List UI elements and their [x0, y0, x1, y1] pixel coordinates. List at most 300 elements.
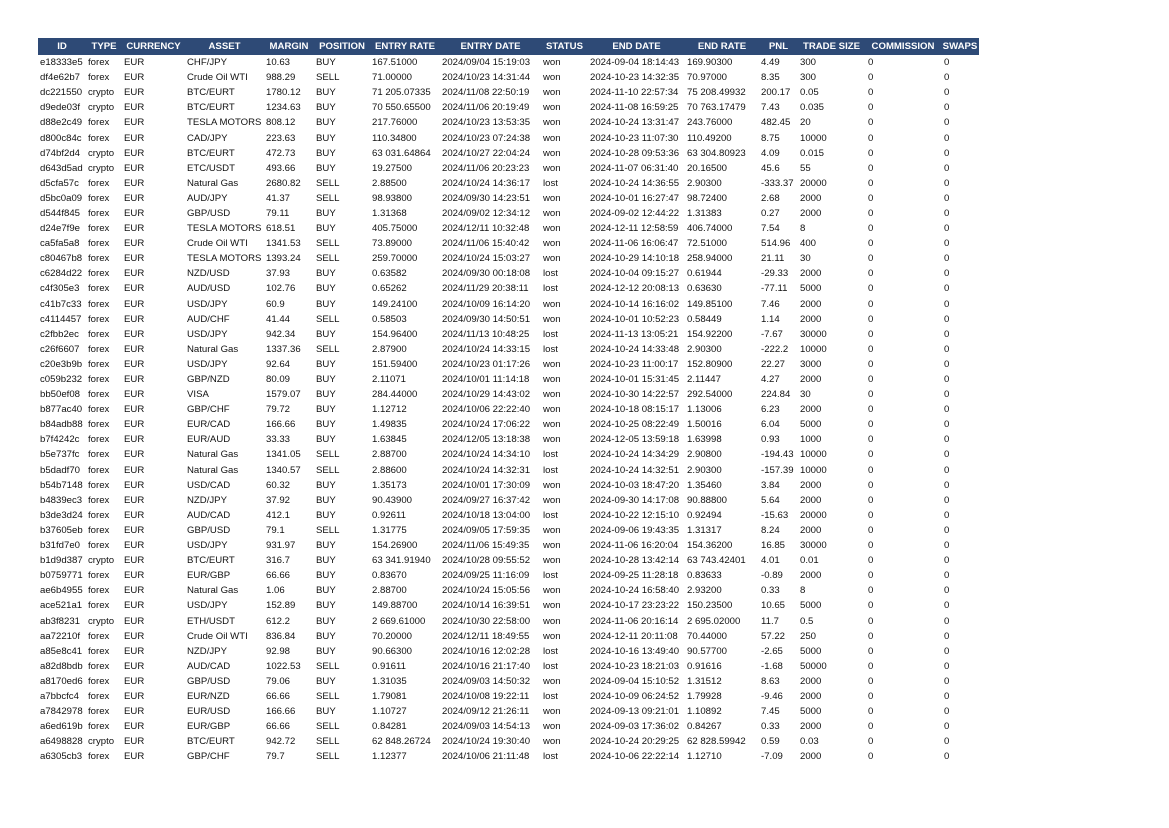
table-row: [38, 553, 979, 568]
cell-asset: EUR/AUD: [187, 434, 231, 446]
cell-position: BUY: [316, 630, 336, 642]
cell-entry-date: 2024/10/16 21:17:40: [442, 660, 531, 672]
cell-entry-rate: 71.00000: [372, 72, 413, 84]
cell-margin: 60.32: [266, 479, 291, 491]
cell-type: forex: [88, 253, 110, 265]
cell-id: d800c84c: [40, 132, 82, 144]
cell-position: SELL: [316, 192, 340, 204]
cell-swaps: 0: [944, 87, 950, 99]
cell-trade-size: 3000: [800, 358, 822, 370]
cell-type: forex: [88, 313, 110, 325]
table-row: [38, 719, 979, 734]
cell-margin: 166.66: [266, 419, 296, 431]
cell-position: BUY: [316, 283, 336, 295]
cell-status: lost: [543, 570, 558, 582]
cell-id: a6305cb3: [40, 751, 83, 763]
cell-trade-size: 1000: [800, 434, 822, 446]
cell-swaps: 0: [944, 464, 950, 476]
table-row: [38, 146, 979, 161]
cell-position: SELL: [316, 524, 340, 536]
cell-end-rate: 1.10892: [687, 706, 722, 718]
cell-currency: EUR: [124, 464, 145, 476]
cell-id: df4e62b7: [40, 72, 81, 84]
cell-entry-date: 2024/10/01 17:30:09: [442, 479, 531, 491]
cell-swaps: 0: [944, 751, 950, 763]
cell-id: ae6b4955: [40, 585, 83, 597]
cell-margin: 79.7: [266, 751, 285, 763]
cell-entry-rate: 2.87900: [372, 343, 407, 355]
cell-position: BUY: [316, 555, 336, 567]
cell-commission: 0: [868, 404, 874, 416]
cell-pnl: 7.46: [761, 298, 780, 310]
cell-entry-date: 2024/10/08 19:22:11: [442, 690, 530, 702]
cell-type: crypto: [88, 615, 115, 627]
cell-asset: EUR/NZD: [187, 690, 230, 702]
cell-end-rate: 2.11447: [687, 374, 721, 386]
table-row: [38, 644, 979, 659]
cell-margin: 612.2: [266, 615, 291, 627]
cell-trade-size: 2000: [800, 192, 822, 204]
cell-status: won: [543, 585, 561, 597]
cell-currency: EUR: [124, 494, 145, 506]
cell-margin: 1780.12: [266, 87, 301, 99]
header-position: POSITION: [314, 38, 370, 55]
cell-id: ca5fa5a8: [40, 238, 80, 250]
cell-id: b54b7148: [40, 479, 83, 491]
table-row: [38, 478, 979, 493]
cell-entry-rate: 90.66300: [372, 645, 413, 657]
cell-position: SELL: [316, 253, 340, 265]
cell-id: ace521a1: [40, 600, 83, 612]
cell-trade-size: 10000: [800, 343, 827, 355]
cell-entry-date: 2024/10/24 15:03:27: [442, 253, 531, 265]
cell-asset: GBP/CHF: [187, 751, 230, 763]
cell-entry-date: 2024/09/04 15:19:03: [442, 57, 531, 69]
cell-id: b877ac40: [40, 404, 83, 416]
cell-currency: EUR: [124, 555, 145, 567]
cell-commission: 0: [868, 117, 874, 129]
cell-pnl: -1.68: [761, 660, 783, 672]
cell-entry-rate: 284.44000: [372, 389, 418, 401]
cell-position: BUY: [316, 389, 336, 401]
cell-entry-rate: 1.35173: [372, 479, 407, 491]
cell-entry-date: 2024/09/25 11:16:09: [442, 570, 530, 582]
cell-entry-date: 2024/11/06 15:40:42: [442, 238, 530, 250]
cell-type: forex: [88, 434, 110, 446]
table-row: [38, 508, 979, 523]
cell-margin: 1022.53: [266, 660, 301, 672]
cell-trade-size: 2000: [800, 494, 822, 506]
cell-type: forex: [88, 404, 110, 416]
cell-entry-rate: 63 341.91940: [372, 555, 431, 567]
cell-currency: EUR: [124, 253, 145, 265]
cell-pnl: 6.04: [761, 419, 780, 431]
cell-trade-size: 10000: [800, 132, 827, 144]
cell-position: BUY: [316, 434, 336, 446]
table-row: [38, 221, 979, 236]
cell-id: d5cfa57c: [40, 177, 79, 189]
cell-type: crypto: [88, 87, 115, 99]
table-row: [38, 387, 979, 402]
cell-commission: 0: [868, 389, 874, 401]
cell-position: BUY: [316, 358, 336, 370]
cell-commission: 0: [868, 570, 874, 582]
cell-margin: 37.92: [266, 494, 291, 506]
table-row: [38, 55, 979, 70]
cell-id: a8170ed6: [40, 675, 83, 687]
cell-end-rate: 110.49200: [687, 132, 732, 144]
table-row: [38, 115, 979, 130]
cell-end-date: 2024-10-14 16:16:02: [590, 298, 680, 310]
cell-currency: EUR: [124, 706, 145, 718]
cell-status: won: [543, 540, 561, 552]
cell-entry-rate: 70 550.65500: [372, 102, 431, 114]
cell-asset: AUD/USD: [187, 283, 231, 295]
cell-commission: 0: [868, 132, 874, 144]
cell-currency: EUR: [124, 343, 145, 355]
cell-trade-size: 5000: [800, 645, 822, 657]
cell-position: BUY: [316, 298, 336, 310]
cell-entry-date: 2024/11/29 20:38:11: [442, 283, 529, 295]
cell-position: SELL: [316, 721, 340, 733]
cell-trade-size: 2000: [800, 675, 822, 687]
cell-position: BUY: [316, 585, 336, 597]
cell-entry-rate: 1.49835: [372, 419, 407, 431]
cell-end-date: 2024-10-01 16:27:47: [590, 192, 680, 204]
cell-swaps: 0: [944, 675, 950, 687]
cell-position: BUY: [316, 57, 336, 69]
cell-id: a85e8c41: [40, 645, 83, 657]
cell-margin: 80.09: [266, 374, 291, 386]
header-trade-size: TRADE SIZE: [798, 38, 865, 55]
cell-pnl: 3.84: [761, 479, 780, 491]
cell-end-rate: 1.31512: [687, 675, 722, 687]
cell-id: d88e2c49: [40, 117, 83, 129]
cell-margin: 66.66: [266, 721, 291, 733]
cell-asset: NZD/JPY: [187, 645, 227, 657]
cell-status: won: [543, 615, 561, 627]
cell-id: a6ed619b: [40, 721, 83, 733]
cell-type: forex: [88, 630, 110, 642]
cell-margin: 493.66: [266, 162, 296, 174]
cell-commission: 0: [868, 87, 874, 99]
cell-swaps: 0: [944, 615, 950, 627]
cell-swaps: 0: [944, 192, 950, 204]
table-row: [38, 493, 979, 508]
cell-currency: EUR: [124, 283, 145, 295]
cell-end-date: 2024-09-02 12:44:22: [590, 207, 680, 219]
cell-end-rate: 292.54000: [687, 389, 733, 401]
cell-status: won: [543, 298, 561, 310]
cell-margin: 931.97: [266, 540, 296, 552]
cell-status: won: [543, 706, 561, 718]
cell-entry-rate: 1.10727: [372, 706, 407, 718]
cell-position: BUY: [316, 509, 336, 521]
cell-type: forex: [88, 660, 110, 672]
cell-entry-rate: 90.43900: [372, 494, 413, 506]
cell-status: lost: [543, 268, 558, 280]
cell-status: won: [543, 117, 561, 129]
table-row: [38, 176, 979, 191]
cell-commission: 0: [868, 102, 874, 114]
cell-position: BUY: [316, 328, 336, 340]
cell-id: c4114457: [40, 313, 82, 325]
cell-trade-size: 0.01: [800, 555, 819, 567]
cell-margin: 942.72: [266, 736, 296, 748]
table-row: [38, 523, 979, 538]
cell-currency: EUR: [124, 524, 145, 536]
cell-entry-date: 2024/10/28 09:55:52: [442, 555, 531, 567]
cell-margin: 41.44: [266, 313, 291, 325]
cell-entry-rate: 2.88700: [372, 585, 407, 597]
cell-entry-date: 2024/09/05 17:59:35: [442, 524, 531, 536]
cell-asset: AUD/CAD: [187, 509, 231, 521]
cell-end-date: 2024-10-24 20:29:25: [590, 736, 680, 748]
cell-status: lost: [543, 328, 558, 340]
cell-entry-rate: 154.26900: [372, 540, 418, 552]
cell-pnl: 0.33: [761, 721, 780, 733]
table-row: [38, 629, 979, 644]
cell-commission: 0: [868, 419, 874, 431]
table-row: [38, 583, 979, 598]
cell-currency: EUR: [124, 389, 145, 401]
cell-asset: USD/JPY: [187, 298, 228, 310]
cell-status: lost: [543, 343, 558, 355]
cell-entry-date: 2024/10/06 21:11:48: [442, 751, 530, 763]
cell-end-date: 2024-10-24 14:33:48: [590, 343, 680, 355]
cell-type: crypto: [88, 102, 115, 114]
cell-id: b4839ec3: [40, 494, 83, 506]
cell-id: b84adb88: [40, 419, 83, 431]
cell-trade-size: 20000: [800, 509, 827, 521]
cell-position: BUY: [316, 706, 336, 718]
cell-entry-date: 2024/09/30 14:23:51: [442, 192, 531, 204]
cell-end-date: 2024-10-28 09:53:36: [590, 147, 680, 159]
cell-swaps: 0: [944, 509, 950, 521]
cell-pnl: 0.59: [761, 736, 780, 748]
cell-asset: BTC/EURT: [187, 736, 235, 748]
cell-end-rate: 90.88800: [687, 494, 728, 506]
cell-asset: ETH/USDT: [187, 615, 235, 627]
cell-position: SELL: [316, 238, 340, 250]
header-row: [38, 38, 979, 55]
cell-trade-size: 0.03: [800, 736, 819, 748]
cell-status: won: [543, 358, 561, 370]
cell-type: forex: [88, 192, 110, 204]
cell-entry-rate: 167.51000: [372, 57, 418, 69]
cell-trade-size: 5000: [800, 706, 822, 718]
cell-end-rate: 2.90300: [687, 177, 722, 189]
cell-currency: EUR: [124, 404, 145, 416]
cell-id: c41b7c33: [40, 298, 82, 310]
cell-margin: 152.89: [266, 600, 296, 612]
cell-status: won: [543, 192, 561, 204]
cell-margin: 942.34: [266, 328, 296, 340]
table-row: [38, 402, 979, 417]
cell-position: BUY: [316, 600, 336, 612]
cell-pnl: -0.89: [761, 570, 783, 582]
cell-end-date: 2024-11-06 20:16:14: [590, 615, 679, 627]
cell-type: forex: [88, 585, 110, 597]
cell-pnl: -194.43: [761, 449, 794, 461]
cell-id: c4f305e3: [40, 283, 80, 295]
cell-end-date: 2024-10-17 23:23:22: [590, 600, 680, 612]
cell-position: BUY: [316, 419, 336, 431]
cell-entry-rate: 0.91611: [372, 660, 406, 672]
cell-asset: VISA: [187, 389, 209, 401]
cell-end-rate: 20.16500: [687, 162, 728, 174]
cell-end-rate: 258.94000: [687, 253, 733, 265]
table-row: [38, 130, 979, 145]
cell-status: won: [543, 102, 561, 114]
cell-end-date: 2024-10-16 13:49:40: [590, 645, 680, 657]
cell-swaps: 0: [944, 555, 950, 567]
cell-entry-date: 2024/11/13 10:48:25: [442, 328, 530, 340]
cell-margin: 1341.53: [266, 238, 301, 250]
cell-position: SELL: [316, 690, 340, 702]
cell-currency: EUR: [124, 328, 145, 340]
cell-pnl: 57.22: [761, 630, 786, 642]
cell-entry-date: 2024/10/29 14:43:02: [442, 389, 531, 401]
cell-end-date: 2024-09-25 11:28:18: [590, 570, 679, 582]
table-row: [38, 85, 979, 100]
cell-status: won: [543, 147, 561, 159]
cell-commission: 0: [868, 751, 874, 763]
cell-position: SELL: [316, 464, 340, 476]
cell-status: won: [543, 238, 561, 250]
cell-position: SELL: [316, 449, 340, 461]
cell-commission: 0: [868, 645, 874, 657]
cell-type: crypto: [88, 555, 115, 567]
cell-swaps: 0: [944, 132, 950, 144]
cell-trade-size: 2000: [800, 313, 822, 325]
cell-position: BUY: [316, 207, 336, 219]
cell-end-rate: 2.90300: [687, 464, 722, 476]
cell-entry-rate: 1.12712: [372, 404, 407, 416]
cell-id: c20e3b9b: [40, 358, 83, 370]
cell-type: forex: [88, 540, 110, 552]
cell-swaps: 0: [944, 253, 950, 265]
cell-pnl: 8.24: [761, 524, 780, 536]
cell-type: forex: [88, 117, 110, 129]
cell-swaps: 0: [944, 147, 950, 159]
cell-end-date: 2024-09-13 09:21:01: [590, 706, 680, 718]
cell-end-rate: 0.92494: [687, 509, 722, 521]
cell-position: BUY: [316, 494, 336, 506]
cell-type: forex: [88, 600, 110, 612]
cell-trade-size: 0.035: [800, 102, 825, 114]
cell-type: forex: [88, 464, 110, 476]
cell-entry-rate: 151.59400: [372, 358, 418, 370]
cell-pnl: 0.33: [761, 585, 780, 597]
cell-id: b31fd7e0: [40, 540, 81, 552]
cell-swaps: 0: [944, 374, 950, 386]
cell-pnl: 8.35: [761, 72, 780, 84]
header-status: STATUS: [541, 38, 588, 55]
cell-entry-date: 2024/10/27 22:04:24: [442, 147, 531, 159]
cell-entry-date: 2024/09/02 12:34:12: [442, 207, 531, 219]
cell-type: forex: [88, 675, 110, 687]
cell-pnl: -157.39: [761, 464, 794, 476]
cell-pnl: 1.14: [761, 313, 780, 325]
cell-id: b3de3d24: [40, 509, 83, 521]
cell-position: BUY: [316, 102, 336, 114]
cell-currency: EUR: [124, 675, 145, 687]
cell-entry-rate: 2.88600: [372, 464, 407, 476]
cell-pnl: -29.33: [761, 268, 789, 280]
cell-entry-rate: 0.83670: [372, 570, 407, 582]
cell-id: dc221550: [40, 87, 83, 99]
cell-commission: 0: [868, 313, 874, 325]
cell-asset: Crude Oil WTI: [187, 630, 248, 642]
cell-id: d643d5ad: [40, 162, 83, 174]
cell-position: BUY: [316, 675, 336, 687]
cell-end-rate: 63 304.80923: [687, 147, 746, 159]
cell-asset: ETC/USDT: [187, 162, 235, 174]
cell-entry-date: 2024/09/30 14:50:51: [442, 313, 531, 325]
cell-margin: 92.64: [266, 358, 291, 370]
cell-trade-size: 2000: [800, 524, 822, 536]
cell-pnl: -9.46: [761, 690, 783, 702]
cell-end-rate: 1.35460: [687, 479, 722, 491]
header-margin: MARGIN: [264, 38, 314, 55]
cell-currency: EUR: [124, 223, 145, 235]
cell-end-rate: 150.23500: [687, 600, 733, 612]
cell-type: forex: [88, 494, 110, 506]
header-swaps: SWAPS: [941, 38, 979, 55]
cell-position: BUY: [316, 645, 336, 657]
cell-pnl: 10.65: [761, 600, 786, 612]
cell-end-rate: 90.57700: [687, 645, 728, 657]
cell-pnl: 4.49: [761, 57, 780, 69]
cell-commission: 0: [868, 72, 874, 84]
cell-currency: EUR: [124, 162, 145, 174]
cell-asset: CHF/JPY: [187, 57, 227, 69]
table-row: [38, 251, 979, 266]
cell-margin: 1.06: [266, 585, 285, 597]
cell-asset: Natural Gas: [187, 449, 239, 461]
cell-currency: EUR: [124, 660, 145, 672]
table-row: [38, 70, 979, 85]
table-row: [38, 297, 979, 312]
cell-asset: EUR/CAD: [187, 419, 231, 431]
cell-end-rate: 2 695.02000: [687, 615, 741, 627]
cell-currency: EUR: [124, 434, 145, 446]
cell-currency: EUR: [124, 690, 145, 702]
cell-margin: 472.73: [266, 147, 296, 159]
cell-trade-size: 50000: [800, 660, 827, 672]
cell-end-rate: 169.90300: [687, 57, 733, 69]
cell-end-rate: 62 828.59942: [687, 736, 746, 748]
cell-currency: EUR: [124, 72, 145, 84]
cell-entry-date: 2024/10/24 14:33:15: [442, 343, 531, 355]
cell-margin: 79.11: [266, 207, 290, 219]
cell-entry-date: 2024/10/23 13:53:35: [442, 117, 531, 129]
cell-asset: USD/JPY: [187, 600, 228, 612]
cell-margin: 166.66: [266, 706, 296, 718]
cell-entry-rate: 19.27500: [372, 162, 413, 174]
cell-asset: AUD/CAD: [187, 660, 231, 672]
cell-asset: USD/JPY: [187, 328, 228, 340]
cell-entry-date: 2024/10/24 14:32:31: [442, 464, 531, 476]
cell-position: SELL: [316, 177, 340, 189]
cell-margin: 66.66: [266, 690, 291, 702]
cell-entry-rate: 1.31035: [372, 675, 407, 687]
cell-entry-date: 2024/10/24 14:34:10: [442, 449, 531, 461]
cell-end-rate: 75 208.49932: [687, 87, 746, 99]
cell-asset: USD/JPY: [187, 540, 228, 552]
cell-end-date: 2024-10-01 15:31:45: [590, 374, 680, 386]
